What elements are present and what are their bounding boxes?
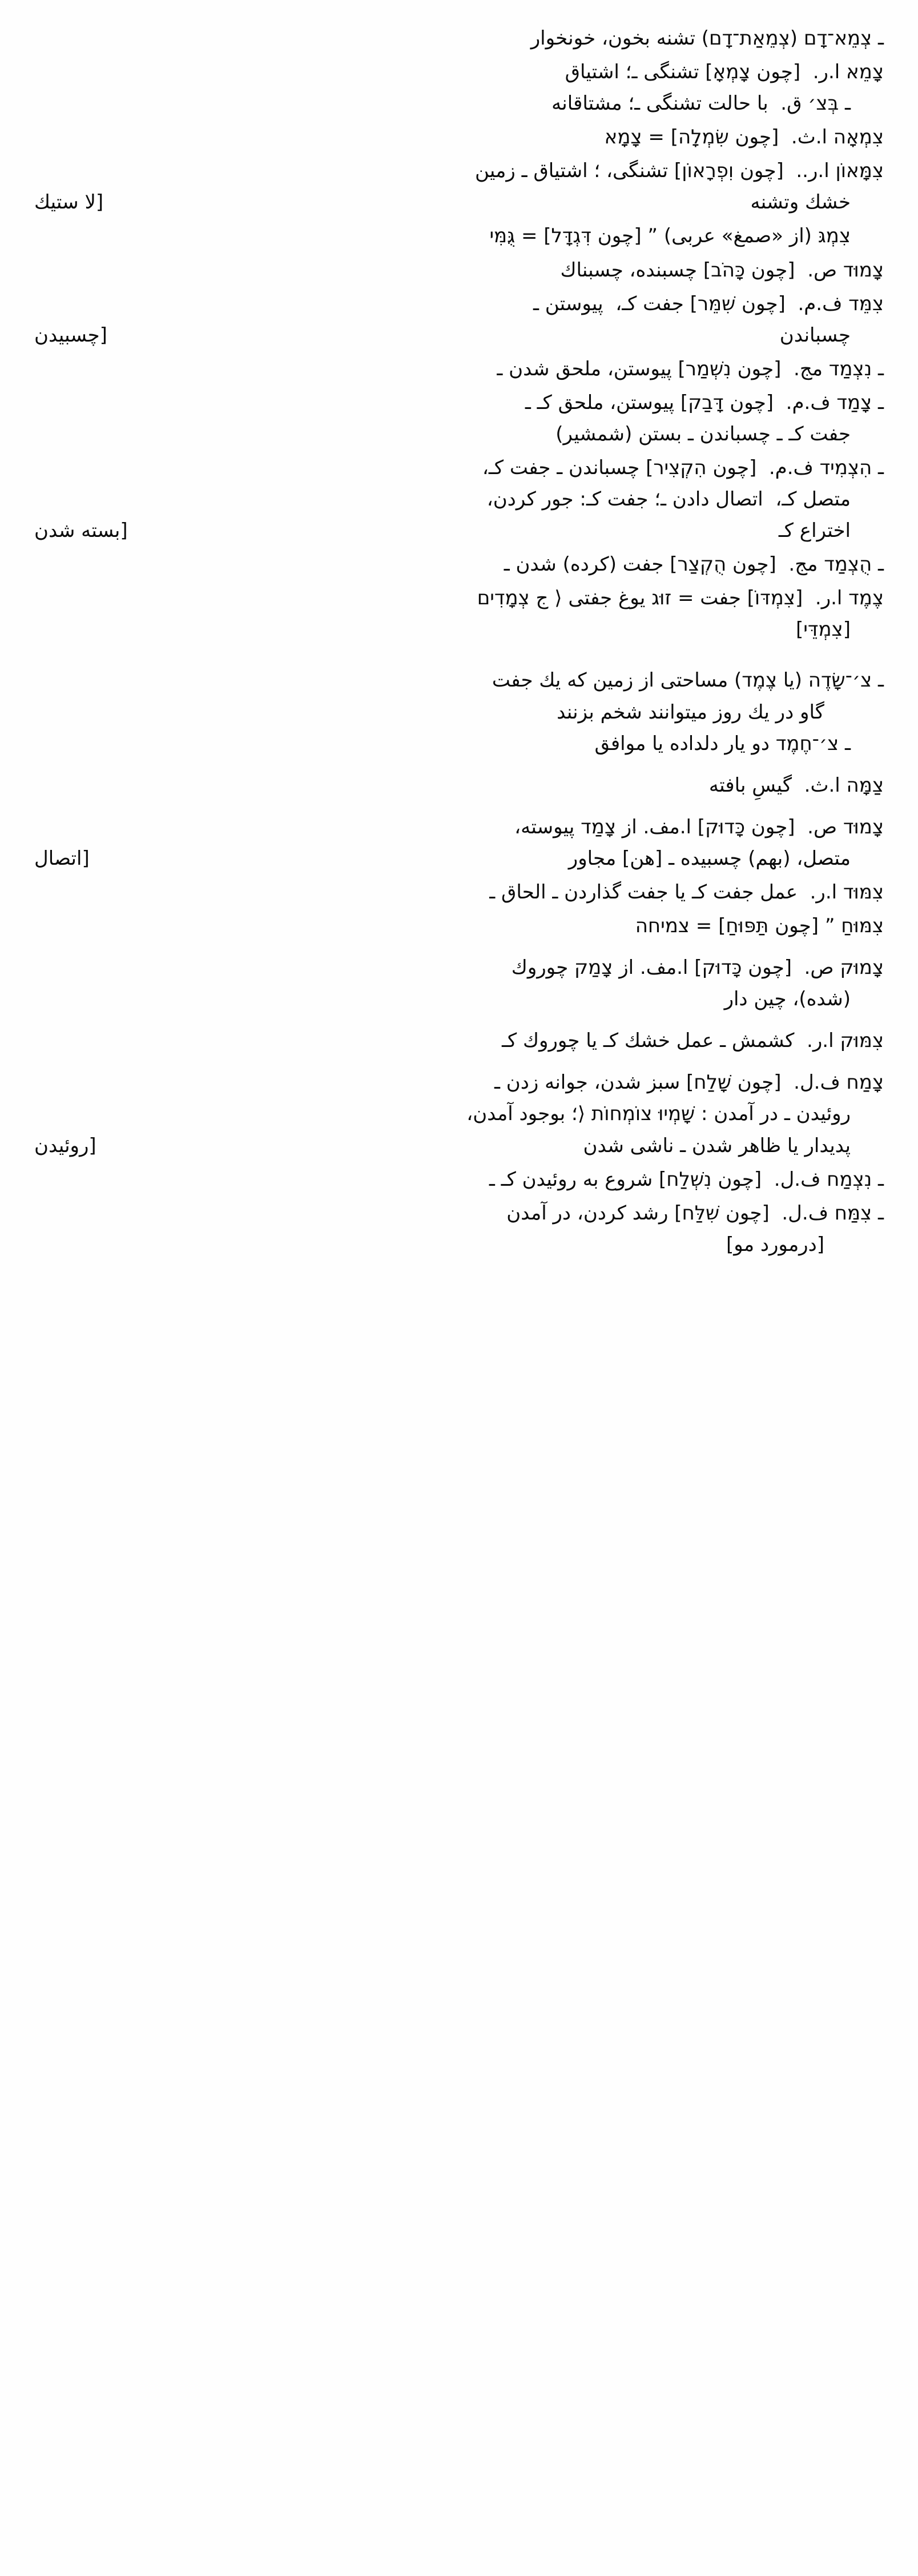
entry-line: جفت كـ ـ چسباندن ـ بستن (شمشیر) [555, 422, 851, 446]
entry-line: ـ נִצְמַח ف.ل. [چون נִשְׁלַח] شروع به روئیدن كـ ـ [489, 1167, 884, 1191]
entry-line: چسباندن [779, 323, 851, 347]
dictionary-entry [34, 1025, 884, 1057]
entry-line: ـ בְּצ׳ ق. با حالت تشنگی ـ؛ مشتاقانه [551, 92, 851, 115]
entry-line: روئیدن ـ در آمدن : שָׁמְיוּ צוֹמְחוֹת ⟨؛ بوجود آمدن، [466, 1102, 851, 1126]
dictionary-entry [34, 877, 884, 908]
dictionary-entry [34, 910, 884, 942]
entry-line: צֶמֶד ا.ر. [צִמְדּוֹ] جفت = זוּג یوغ جفتی ⟨ ج צְמָדִים [477, 587, 884, 610]
dictionary-entry [34, 952, 884, 1015]
dictionary-entry [34, 354, 884, 385]
entry-line-note: [اتصال [34, 846, 90, 870]
entry-line: متصل كـ، اتصال دادن ـ؛ جفت كـ: جور كردن، [486, 488, 851, 511]
entry-line: צַמָּה ا.ث. گیسِ بافته [708, 773, 884, 797]
dictionary-entry [34, 1164, 884, 1195]
section-spacer [34, 804, 884, 812]
entry-line: پدیدار یا ظاهر شدن ـ ناشی شدن [583, 1134, 851, 1157]
dictionary-entry [34, 23, 884, 54]
entry-line: צָמוּק ص. [چون כָּדוּק] ا.مف. از צָמַק چوروك [511, 956, 884, 980]
entry-line: צִמּוּד ا.ر. عمل جفت كـ یا جفت گذاردن ـ الحاق ـ [489, 880, 884, 904]
entry-line: ـ נִצְמַד مج. [چون נִשְׁמַר] پیوستن، ملحق شدن ـ [497, 357, 884, 380]
entry-line: צָמֵא ا.ر. [چون צָמְאָ] تشنگی ـ؛ اشتیاق [565, 61, 884, 84]
dictionary-entry [34, 583, 884, 645]
dictionary-entry [34, 665, 884, 759]
entry-line-row [34, 187, 884, 218]
section-spacer [34, 762, 884, 770]
section-spacer [34, 1059, 884, 1067]
entry-line-note: [چسبیدن [34, 323, 107, 347]
dictionary-entry [34, 812, 884, 874]
dictionary-entry [34, 1067, 884, 1161]
entry-line: گاو در یك روز میتوانند شخم بزنند [557, 700, 824, 724]
entry-line: [درمورد مو] [726, 1233, 824, 1256]
entry-line: צִמְאָה ا.ث. [چون שִׂמְלָה] = צָמָא [604, 126, 884, 149]
entry-column [34, 23, 884, 1263]
entry-line: ـ צָמַד ف.م. [چون דָּבַק] پیوستن، ملحق كـ ـ [525, 391, 884, 414]
entry-line: צִמּוּק ا.ر. كشمش ـ عمل خشك كـ یا چوروك كـ [502, 1029, 884, 1053]
entry-line: ـ צ׳־חֶמֶד دو یار دلداده یا موافق [594, 732, 851, 755]
entry-line: ـ הִצְמִיד ف.م. [چون הִקְצִיר] چسباندن ـ جفت كـ، [482, 456, 884, 480]
dictionary-entry [34, 770, 884, 801]
dictionary-entry [34, 549, 884, 580]
entry-line-note: [روئیدن [34, 1134, 96, 1157]
dictionary-entry [34, 220, 884, 252]
dictionary-entry [34, 288, 884, 351]
entry-line: ـ הֻצְמַד مج. [چون הֻקְצַר] جفت (كرده) شدن ـ [504, 553, 884, 576]
entry-line: اختراع كـ [778, 519, 851, 543]
section-spacer [34, 648, 884, 665]
entry-line: צִמֵּד ف.م. [چون שִׁמֵּר] جفت كـ، پیوستن ـ [533, 292, 884, 315]
entry-line: ـ צִמַּח ف.ل. [چون שִׁלַּח] رشد كردن، در آمدن [506, 1201, 884, 1225]
entry-line-row [34, 515, 884, 547]
entry-line: متصل، (بهم) چسبیده ـ [هن] مجاور [568, 846, 851, 870]
entry-line-note: [بسته شدن [34, 519, 128, 543]
entry-line-row [34, 320, 884, 351]
dictionary-entry [34, 122, 884, 153]
dictionary-entry [34, 452, 884, 547]
dictionary-entry [34, 387, 884, 450]
entry-line: [צִמְדֵּי] [796, 618, 851, 641]
section-spacer [34, 1017, 884, 1025]
entry-line: צִמּוּחַ ” [چون תַּפּוּחַ] = צמיחה [635, 914, 884, 938]
entry-line-note: [لا ستیك [34, 191, 104, 214]
entry-line: צִמָּאוֹן ا.ر.. [چون וִפְרָאוֹן] تشنگی، ؛ اشتیاق ـ زمین [475, 159, 884, 183]
entry-line-row [34, 843, 884, 874]
entry-line: צָמוּד ص. [چون כָּהֹב] چسبنده، چسبناك [560, 258, 884, 282]
entry-line: צָמַח ف.ل. [چون שָׁלַח] سبز شدن، جوانه زدن ـ [494, 1071, 884, 1094]
section-spacer [34, 944, 884, 952]
entry-line: צָמוּד ص. [چون כָּדוּק] ا.مف. از צָמַד پیوسته، [514, 815, 884, 838]
entry-line: ـ צְמֵא־דָם (צְמֵאַת־דָם) تشنه بخون، خونخوار [530, 27, 884, 50]
dictionary-entry [34, 155, 884, 218]
entry-line: צִמְגּ (از «صمغ» عربی) ” [چون דִּגְדָּל] = גֻּמִּי [489, 224, 851, 248]
dictionary-entry [34, 255, 884, 286]
entry-line: خشك وتشنه [750, 191, 851, 214]
entry-line: (شده)، چین دار [724, 988, 851, 1011]
entry-line: ـ צ׳־שָׂדֶה (یا צֶמֶד) مساحتی از زمین كه یك جفت [492, 669, 884, 692]
dictionary-entry [34, 1198, 884, 1261]
entry-line-row [34, 1130, 884, 1162]
dictionary-entry [34, 57, 884, 119]
